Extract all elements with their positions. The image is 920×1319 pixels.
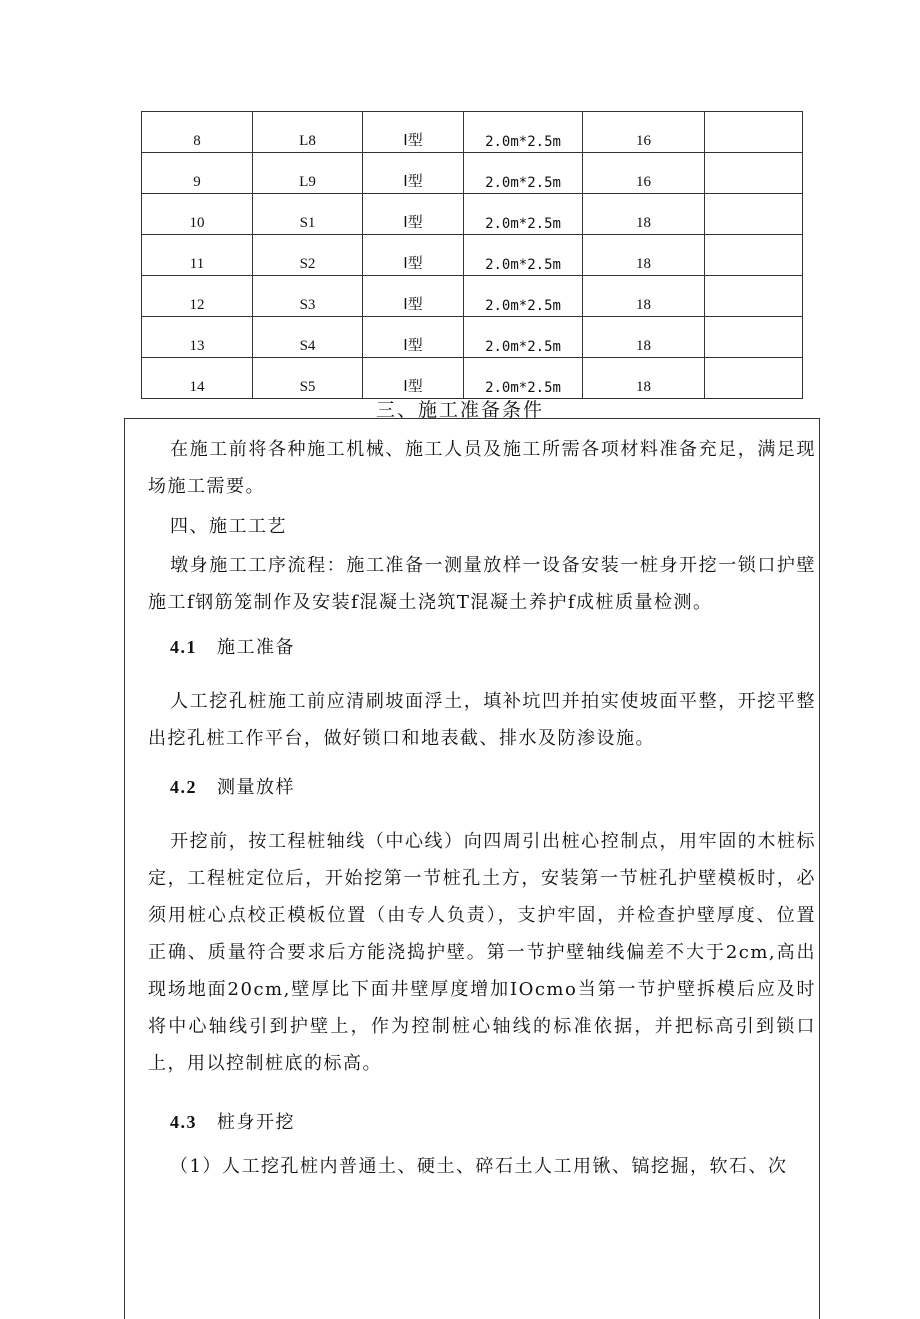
paragraph-preparation-text: 在施工前将各种施工机械、施工人员及施工所需各项材料准备充足，满足现场施工需要。 [148, 439, 816, 497]
table-cell-type: Ⅰ型 [363, 276, 464, 317]
table-cell-no: 14 [142, 358, 253, 399]
heading-4-1-title: 施工准备 [217, 637, 295, 658]
table-row [142, 194, 803, 235]
table-cell-count: 18 [583, 276, 705, 317]
table-cell-count: 18 [583, 317, 705, 358]
table-cell-size: 2.0m*2.5m [464, 276, 583, 317]
heading-4-2-title: 测量放样 [217, 777, 295, 798]
table-cell-type: Ⅰ型 [363, 317, 464, 358]
paragraph-process-flow [148, 547, 816, 621]
heading-4-1-number: 4.1 [170, 637, 197, 657]
paragraph-4-3 [148, 1148, 816, 1185]
table-row [142, 112, 803, 153]
table-cell-no: 12 [142, 276, 253, 317]
paragraph-process-flow-text: 墩身施工工序流程：施工准备一测量放样一设备安装一桩身开挖一锁口护壁施工f钢筋笼制作及安装f混凝土浇筑T混凝土养护f成桩质量检测。 [148, 555, 816, 613]
paragraph-4-1 [148, 683, 816, 757]
table-cell-size: 2.0m*2.5m [464, 112, 583, 153]
paragraph-preparation [148, 431, 816, 505]
heading-4-3 [170, 1108, 295, 1134]
table-cell-type: Ⅰ型 [363, 153, 464, 194]
table-cell-no: 13 [142, 317, 253, 358]
heading-4-3-title: 桩身开挖 [217, 1112, 295, 1133]
heading-4-1 [170, 633, 295, 659]
table-cell-type: Ⅰ型 [363, 235, 464, 276]
table-cell-note [705, 194, 803, 235]
table-cell-count: 18 [583, 358, 705, 399]
table-cell-type: Ⅰ型 [363, 358, 464, 399]
table-cell-size: 2.0m*2.5m [464, 317, 583, 358]
table-cell-count: 18 [583, 194, 705, 235]
pile-table [141, 111, 803, 399]
table-cell-code: S3 [253, 276, 363, 317]
table-cell-note [705, 317, 803, 358]
table-cell-size: 2.0m*2.5m [464, 358, 583, 399]
table-cell-note [705, 358, 803, 399]
paragraph-4-2 [148, 823, 816, 1082]
table-cell-code: S1 [253, 194, 363, 235]
table-cell-code: S5 [253, 358, 363, 399]
paragraph-4-1-text: 人工挖孔桩施工前应清刷坡面浮土，填补坑凹并拍实使坡面平整，开挖平整出挖孔桩工作平台，做好锁口和地表截、排水及防渗设施。 [148, 691, 816, 749]
table-row [142, 358, 803, 399]
table-cell-size: 2.0m*2.5m [464, 235, 583, 276]
table-row [142, 235, 803, 276]
table-cell-note [705, 276, 803, 317]
table-cell-size: 2.0m*2.5m [464, 194, 583, 235]
table-cell-note [705, 112, 803, 153]
table-cell-no: 9 [142, 153, 253, 194]
table-cell-code: S2 [253, 235, 363, 276]
table-cell-count: 18 [583, 235, 705, 276]
paragraph-4-2-text: 开挖前，按工程桩轴线（中心线）向四周引出桩心控制点，用牢固的木桩标定，工程桩定位后，开始挖第一节桩孔土方，安装第一节桩孔护壁模板时，必须用桩心点校正模板位置（由专人负责），支护牢固，并检查护壁厚度、位置正确、质量符合要求后方能浇捣护壁。第一节护壁轴线偏差不大于2cm,高出现场地面20cm,壁厚比下面井壁厚度增加IOcmo当第一节护壁拆模后应及时将中心轴线引到护壁上，作为控制桩心轴线的标准依据，并把标高引到锁口上，用以控制桩底的标高。 [148, 831, 816, 1074]
section-4-title: 四、施工工艺 [170, 516, 287, 537]
heading-4-2-number: 4.2 [170, 777, 197, 797]
table-row [142, 276, 803, 317]
table-cell-type: Ⅰ型 [363, 194, 464, 235]
table-cell-code: S4 [253, 317, 363, 358]
paragraph-4-3-text: （1）人工挖孔桩内普通土、硬土、碎石土人工用锹、镐挖掘，软石、次 [170, 1156, 788, 1177]
heading-4-3-number: 4.3 [170, 1112, 197, 1132]
table-row [142, 153, 803, 194]
pile-table-body [142, 112, 803, 399]
heading-4-2 [170, 773, 295, 799]
table-cell-code: L8 [253, 112, 363, 153]
table-cell-note [705, 153, 803, 194]
table-row [142, 317, 803, 358]
table-cell-no: 10 [142, 194, 253, 235]
table-cell-no: 11 [142, 235, 253, 276]
section-3-title: 三、施工准备条件 [375, 399, 544, 421]
table-cell-count: 16 [583, 112, 705, 153]
table-cell-count: 16 [583, 153, 705, 194]
table-cell-size: 2.0m*2.5m [464, 153, 583, 194]
table-cell-no: 8 [142, 112, 253, 153]
table-cell-type: Ⅰ型 [363, 112, 464, 153]
table-cell-code: L9 [253, 153, 363, 194]
table-cell-note [705, 235, 803, 276]
